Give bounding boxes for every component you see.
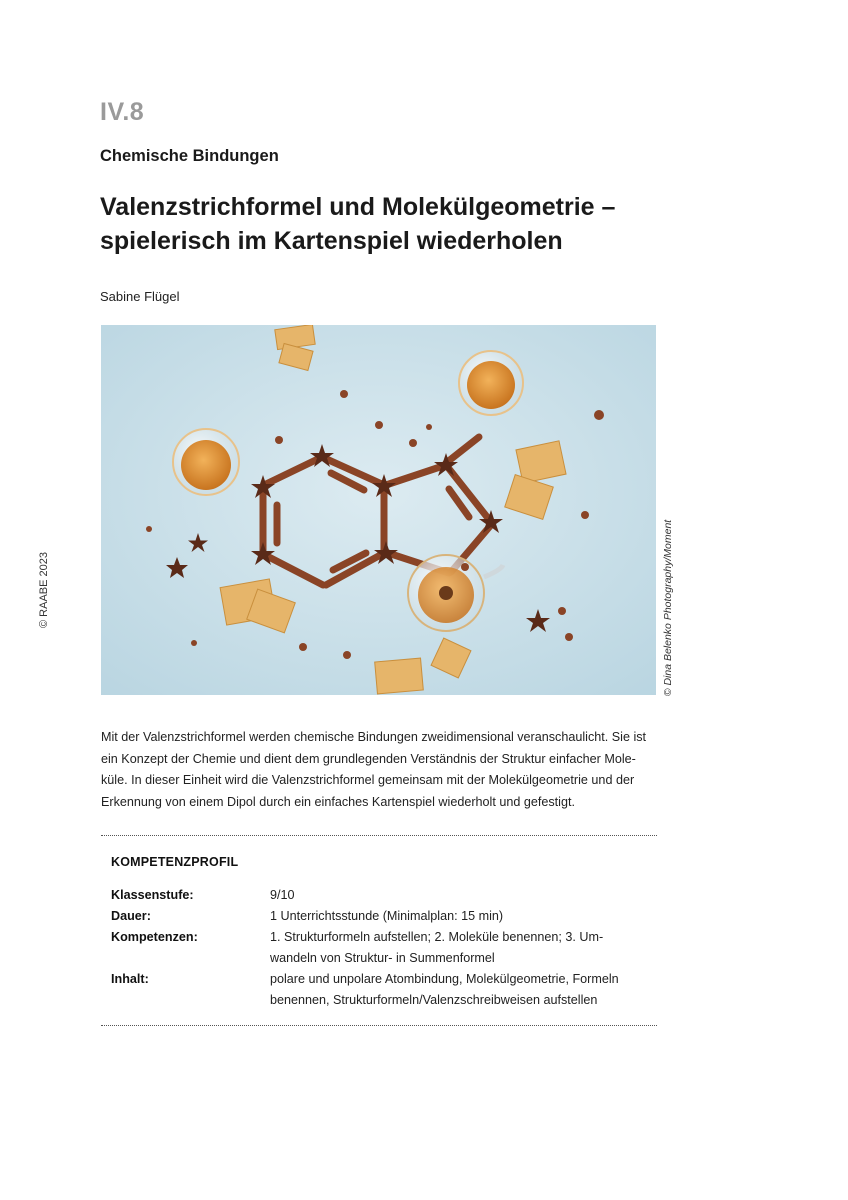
cover-photo xyxy=(101,325,656,695)
intro-line: küle. In dieser Einheit wird die Valenzstrichformel gemeinsam mit der Molekülgeometrie und der xyxy=(101,773,635,787)
intro-paragraph xyxy=(101,727,657,813)
kompetenz-label: Inhalt: xyxy=(111,972,149,986)
kompetenzprofil-title: KOMPETENZPROFIL xyxy=(111,855,239,869)
kompetenz-value-line: 1. Strukturformeln aufstellen; 2. Moleküle benennen; 3. Um- xyxy=(270,930,604,944)
kompetenz-value xyxy=(270,885,645,906)
kompetenz-value-line: 9/10 xyxy=(270,888,295,902)
kompetenz-value-line: polare und unpolare Atombindung, Molekülgeometrie, Formeln xyxy=(270,972,619,986)
section-title: Chemische Bindungen xyxy=(100,147,279,165)
kompetenz-value xyxy=(270,927,645,969)
kompetenz-value xyxy=(270,969,645,1011)
kompetenz-value-line: wandeln von Struktur- in Summenformel xyxy=(270,951,495,965)
page-title-line-2: spielerisch im Kartenspiel wiederholen xyxy=(100,227,563,255)
page-title xyxy=(100,190,660,258)
intro-line: ein Konzept der Chemie und dient dem grundlegenden Verständnis der Struktur einfacher Mole- xyxy=(101,751,636,766)
photo-credit: © Dina Belenko Photography/Moment xyxy=(662,519,674,697)
dotted-divider xyxy=(101,1025,657,1026)
kompetenz-label: Kompetenzen: xyxy=(111,930,198,944)
kompetenz-label: Dauer: xyxy=(111,909,151,923)
kompetenz-value xyxy=(270,906,645,927)
copyright-notice: © RAABE 2023 xyxy=(38,552,50,628)
kompetenz-value-line: 1 Unterrichtsstunde (Minimalplan: 15 min) xyxy=(270,909,504,923)
hexagon-molecule-photo-icon xyxy=(101,325,656,695)
section-number: IV.8 xyxy=(100,98,145,126)
intro-line: Mit der Valenzstrichformel werden chemische Bindungen zweidimensional veranschaulicht. Sie ist xyxy=(101,730,647,744)
kompetenz-value-line: benennen, Strukturformeln/Valenzschreibweisen aufstellen xyxy=(270,993,598,1007)
kompetenz-label: Klassenstufe: xyxy=(111,888,194,902)
dotted-divider xyxy=(101,835,657,836)
author: Sabine Flügel xyxy=(100,289,180,304)
intro-line: Erkennung von einem Dipol durch ein einfaches Kartenspiel wiederholt und gefestigt. xyxy=(101,794,575,809)
page-title-line-1: Valenzstrichformel und Molekülgeometrie – xyxy=(100,193,616,221)
